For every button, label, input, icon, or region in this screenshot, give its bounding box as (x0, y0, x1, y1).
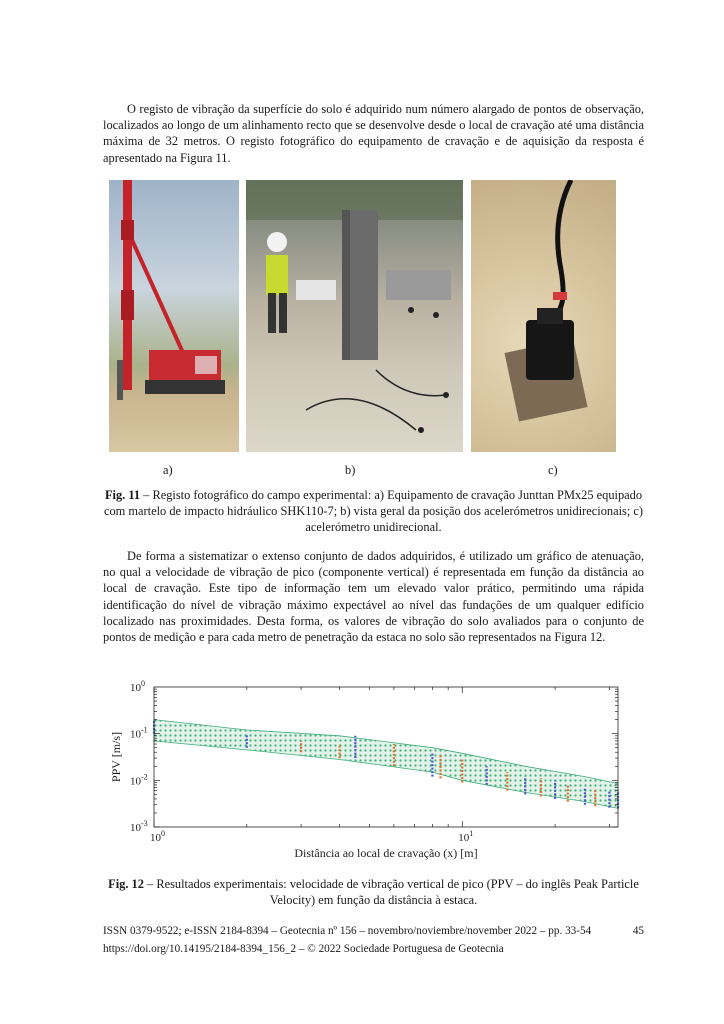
photo-label-a: a) (163, 463, 173, 477)
photo-label-b: b) (345, 463, 356, 477)
x-axis-label: Distância ao local de cravação (x) [m] (294, 846, 478, 860)
figure-11-caption (103, 487, 644, 535)
y-axis-label: PPV [m/s] (109, 731, 123, 783)
x-tick-label-1: $10^1$ (458, 829, 474, 844)
attenuation-band (154, 720, 618, 809)
attenuation-chart-svg (108, 673, 628, 865)
y-tick-label-2: $10^{-2}$ (130, 772, 148, 788)
x-tick-label-0: $10^0$ (150, 829, 165, 844)
body-paragraph-1: O registo de vibração da superfície do solo é adquirido num número alargado de pontos de observação, localizados ao longo de um alinhamento recto que se desenvolve desde o local de cravação até uma distância máxima de 32 metros. O registo fotográfico do equipamento de cravação e de aquisição da resposta é apresentado na Figura 11. (103, 102, 644, 165)
y-tick-label-3: $10^{-3}$ (130, 819, 148, 834)
figure-12-caption (103, 876, 644, 908)
attenuation-chart (108, 673, 628, 865)
figure-12-caption-text: – Resultados experimentais: velocidade de vibração vertical de pico (PPV – do inglês Peak Particle Velocity) em função da distância à estaca. (143, 877, 639, 907)
y-tick-label-1: $10^{-1}$ (130, 725, 148, 741)
figure-11-caption-label: Fig. 11 (104, 488, 141, 502)
body-paragraph-2: De forma a sistematizar o extenso conjunto de dados adquiridos, é utilizado um gráfico de atenuação, no qual a velocidade de vibração de pico (componente vertical) é representada em função da distância ao local de cravação. Este tipo de informação tem um elevado valor prático, permitindo uma rápida identificação do nível de vibração máximo expectável ao nível das fundações de um qualquer edifício localizado nas proximidades. Desta forma, os valores de vibração do solo avaliados para o conjunto de pontos de medição e para cada metro de penetração da estaca no solo são representados na Figura 12. (103, 549, 644, 645)
footer-doi-line: https://doi.org/10.14195/2184-8394_156_2 – © 2022 Sociedade Portuguesa de Geotecnia (103, 943, 504, 955)
page-number: 45 (632, 925, 644, 937)
footer-issn-text: ISSN 0379-9522; e-ISSN 2184-8394 – Geotecnia nº 156 – novembro/noviembre/november 2022 – pp. 33-54 (103, 925, 592, 937)
photo-pile-driving-rig (109, 180, 239, 452)
photo-accelerometer-closeup (471, 180, 616, 452)
photo-accelerometer-layout (246, 180, 463, 452)
footer-issn-line (103, 925, 644, 937)
y-tick-label-0: $10^0$ (130, 679, 145, 694)
figure-11-caption-text: – Registo fotográfico do campo experimental: a) Equipamento de cravação Junttan PMx25 equipado com martelo de impacto hidráulico SHK110-7; b) vista geral da posição dos acelerómetros unidirecionais; c) acelerómetro unidirecional. (103, 488, 644, 534)
photo-label-c: c) (548, 463, 558, 477)
figure-12-caption-label: Fig. 12 (108, 877, 144, 891)
